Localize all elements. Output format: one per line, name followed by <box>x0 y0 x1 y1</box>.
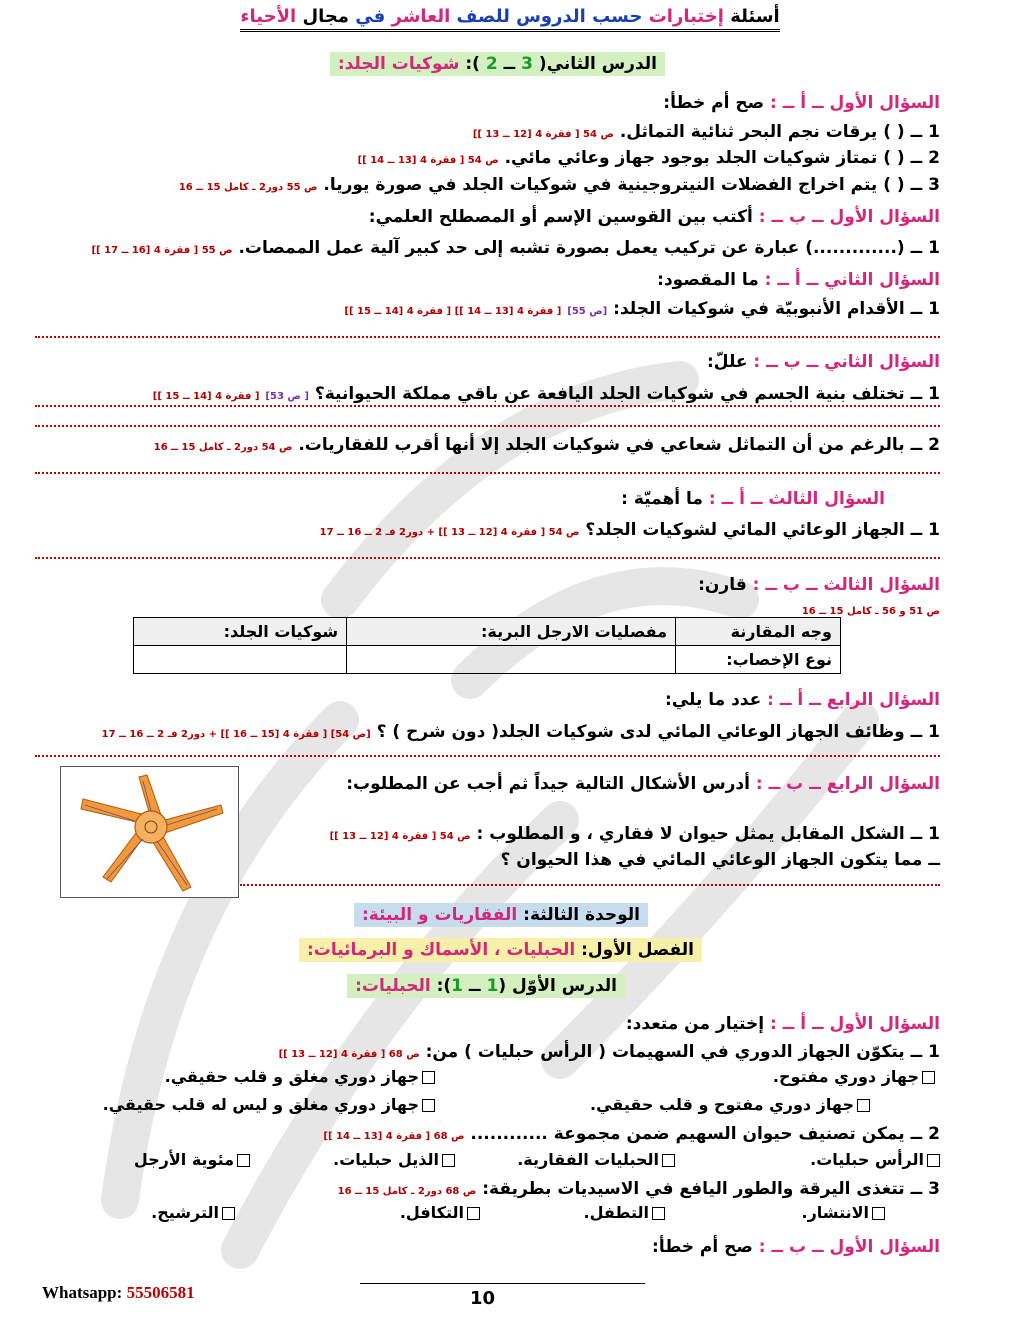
lesson-heading: الدرس الثاني( 3 ــ 2 ): شوكيات الجلد: <box>330 52 665 76</box>
q1a-item-1: 1 ــ ( ) يرقات نجم البحر ثنائية التماثل. ص 54 [ فقرة 4 [12 ــ 13 ]] <box>472 122 940 142</box>
checkbox-icon[interactable] <box>422 1099 435 1112</box>
q1b-heading: السؤال الأول ــ ب ــ : أكتب بين القوسين الإسم أو المصطلح العلمي: <box>368 207 940 227</box>
q4a-item-1: 1 ــ وظائف الجهاز الوعائي المائي لدى شوكيات الجلد( دون شرح ) ؟ [ص 54] [ فقرة 4 [15 ــ 16 ]] + دور2 فـ 2 ــ 16 ــ 17 <box>101 722 940 742</box>
q4b-line-2: ــ مما يتكون الجهاز الوعائي المائي في هذا الحيوان ؟ <box>500 850 940 870</box>
q2b-item-2: 2 ــ بالرغم من أن التماثل شعاعي في شوكيات الجلد إلا أنها أقرب للفقاريات. ص 54 دور2 ـ كامل 15 ــ 16 <box>153 435 940 455</box>
q3b-ref: ص 51 و 56 ـ كامل 15 ــ 16 <box>801 606 940 617</box>
chapter-heading: الفصل الأول: الحبليات ، الأسماك و البرمائيات: <box>299 938 702 962</box>
answer-line <box>35 336 940 338</box>
q1a-item-3: 3 ــ ( ) يتم اخراج الفضلات النيتروجينية في شوكيات الجلد في صورة يوريا. ص 55 دور2 ـ كامل 15 ــ 16 <box>178 175 940 195</box>
starfish-icon <box>61 767 238 897</box>
checkbox-icon[interactable] <box>222 1207 235 1220</box>
table-header-cell: شوكيات الجلد: <box>134 618 347 646</box>
q3a-item-1: 1 ــ الجهاز الوعائي المائي لشوكيات الجلد؟ ص 54 [ فقرة 4 [12 ــ 13 ]] + دور2 فـ 2 ــ 16 ــ 17 <box>319 520 940 540</box>
answer-line <box>35 425 940 427</box>
q2a-heading: السؤال الثاني ــ أ ــ : ما المقصود: <box>657 270 940 290</box>
option[interactable]: الانتشار. <box>801 1203 885 1222</box>
checkbox-icon[interactable] <box>662 1154 675 1167</box>
q2b-heading: السؤال الثاني ــ ب ــ : عللّ: <box>706 352 940 372</box>
q1a-item-2: 2 ــ ( ) تمتاز شوكيات الجلد بوجود جهاز وعائي مائي. ص 54 [ فقرة 4 [13 ــ 14 ]] <box>357 148 940 168</box>
table-cell[interactable] <box>347 646 676 674</box>
checkbox-icon[interactable] <box>857 1099 870 1112</box>
page-number: 10 <box>470 1288 496 1309</box>
checkbox-icon[interactable] <box>467 1207 480 1220</box>
comparison-table <box>133 617 841 674</box>
option[interactable]: التطفل. <box>584 1203 665 1222</box>
option[interactable]: جهاز دوري مغلق و ليس له قلب حقيقي. <box>35 1095 435 1114</box>
q4b-heading: السؤال الرابع ــ ب ــ : أدرس الأشكال التالية جيداً ثم أجب عن المطلوب: <box>346 774 940 794</box>
checkbox-icon[interactable] <box>922 1071 935 1084</box>
table-row <box>134 646 841 674</box>
option[interactable]: التكافل. <box>400 1203 480 1222</box>
q4a-heading: السؤال الرابع ــ أ ــ : عدد ما يلي: <box>665 690 940 710</box>
lesson-heading: الدرس الأوّل (1 ــ 1): الحبليات: <box>347 974 625 998</box>
table-cell[interactable] <box>134 646 347 674</box>
option[interactable]: الرأس حبليات. <box>810 1150 940 1169</box>
q2a-item-1: 1 ــ الأقدام الأنبوبيّة في شوكيات الجلد: [ص 55] [ فقرة 4 [13 ــ 14 ]] [ فقرة 4 [14 ــ 15 ]] <box>344 299 940 319</box>
mcq-item-1: 1 ــ يتكوّن الجهاز الدوري في السهيمات ( الرأس حبليات ) من: ص 68 [ فقرة 4 [12 ــ 13 ]] <box>278 1042 940 1062</box>
answer-line <box>240 884 940 886</box>
starfish-figure <box>60 766 239 898</box>
table-row-label: نوع الإخصاب: <box>676 646 841 674</box>
checkbox-icon[interactable] <box>237 1154 250 1167</box>
q1b-item-1: 1 ــ (.............) عبارة عن تركيب يعمل بصورة تشبه إلى حد كبير آلية عمل الممصات. ص 55 [ فقرة 4 [16 ــ 17 ]] <box>91 238 940 258</box>
mcq-heading: السؤال الأول ــ أ ــ : إختيار من متعدد: <box>625 1014 940 1034</box>
mcq-item-3: 3 ــ تتغذى اليرقة والطور اليافع في الاسيديات بطريقة: ص 68 دور2 ـ كامل 15 ــ 16 <box>337 1179 940 1199</box>
q3a-heading: السؤال الثالث ــ أ ــ : ما أهميّة : <box>621 489 885 509</box>
q1a-heading: السؤال الأول ــ أ ــ : صح أم خطأ: <box>663 93 940 113</box>
q5b-heading: السؤال الأول ــ ب ــ : صح أم خطأ: <box>652 1237 940 1257</box>
page-title: أسئلة إختبارات حسب الدروس للصف العاشر في مجال الأحياء <box>0 6 1020 27</box>
option[interactable]: جهاز دوري مغلق و قلب حقيقي. <box>35 1067 435 1086</box>
checkbox-icon[interactable] <box>422 1071 435 1084</box>
table-header-cell: مفصليات الارجل البرية: <box>347 618 676 646</box>
option[interactable]: الذيل حبليات. <box>333 1150 455 1169</box>
option[interactable]: الترشيح. <box>151 1203 235 1222</box>
answer-line <box>35 755 940 757</box>
answer-line <box>35 405 940 407</box>
answer-line <box>35 472 940 474</box>
checkbox-icon[interactable] <box>652 1207 665 1220</box>
answer-line <box>35 557 940 559</box>
q2b-item-1: 1 ــ تختلف بنية الجسم في شوكيات الجلد اليافعة عن باقي مملكة الحيوانية؟ [ ص 53] [ فقرة 4 [14 ــ 15 ]] <box>152 384 940 404</box>
whatsapp-contact: Whatsapp: 55506581 <box>42 1283 195 1302</box>
footer-divider <box>360 1283 645 1284</box>
q4b-line-1: 1 ــ الشكل المقابل يمثل حيوان لا فقاري ، و المطلوب : ص 54 [ فقرة 4 [12 ــ 13 ]] <box>329 824 940 844</box>
option[interactable]: جهاز دوري مفتوح و قلب حقيقي. <box>470 1095 870 1114</box>
checkbox-icon[interactable] <box>927 1154 940 1167</box>
table-header-cell: وجه المقارنة <box>676 618 841 646</box>
checkbox-icon[interactable] <box>872 1207 885 1220</box>
checkbox-icon[interactable] <box>442 1154 455 1167</box>
option[interactable]: جهاز دوري مفتوح. <box>535 1067 935 1086</box>
option[interactable]: مئوية الأرجل <box>134 1150 250 1169</box>
table-row <box>134 618 841 646</box>
option[interactable]: الحبليات الفقارية. <box>517 1150 675 1169</box>
q3b-heading: السؤال الثالث ــ ب ــ : قارن: <box>698 575 940 595</box>
unit-heading: الوحدة الثالثة: الفقاريات و البيئة: <box>354 903 648 927</box>
mcq-item-2: 2 ــ يمكن تصنيف حيوان السهيم ضمن مجموعة ............ ص 68 [ فقرة 4 [13 ــ 14 ]] <box>323 1124 940 1144</box>
